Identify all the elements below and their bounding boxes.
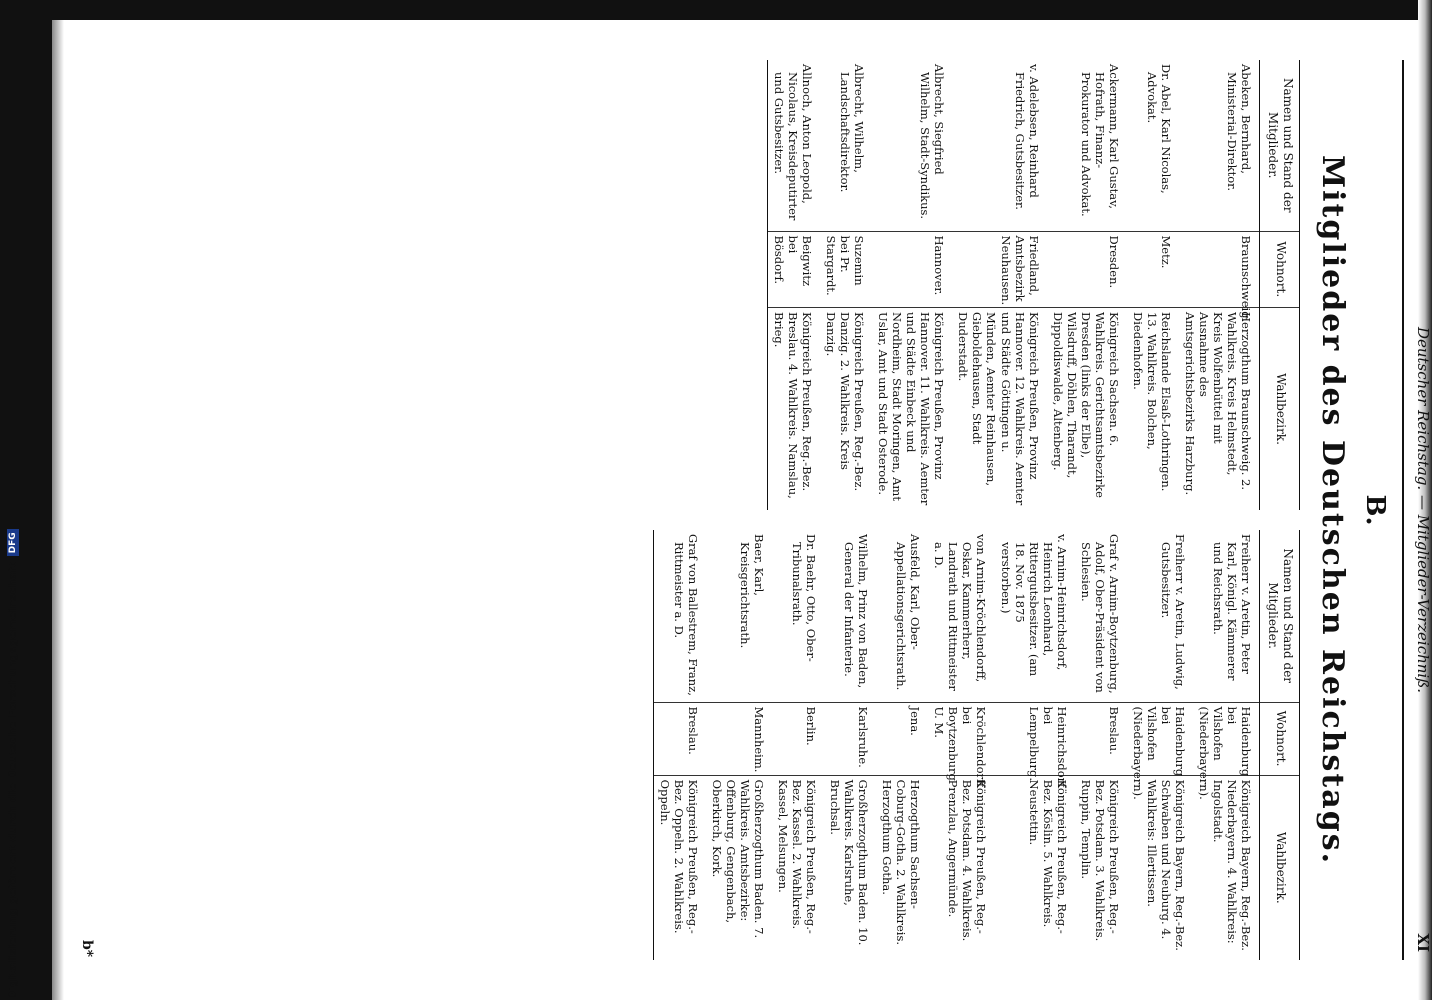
column-header: Wahlbezirk. <box>1259 775 1299 960</box>
member-district: Königreich Preußen, Reg.-Bez. Danzig. 2. Wahlkreis. Kreis Danzig. <box>820 308 872 511</box>
table-row <box>876 530 928 960</box>
table-row <box>772 530 824 960</box>
member-district: Großherzogthum Baden. 7. Wahlkreis. Amtsbezirke: Offenburg, Gengenbach, Oberkirch, Kork. <box>706 775 772 960</box>
member-residence: Haidenburg bei Vilshofen (Niederbayern). <box>1127 702 1193 775</box>
member-residence: Breslau. <box>1075 702 1127 775</box>
member-name: Wilhelm, Prinz von Baden, General der Infanterie. <box>842 534 871 689</box>
member-district: Königreich Preußen, Reg.-Bez. Potsdam. 3. Wahlkreis. Ruppin, Templin. <box>1075 775 1127 960</box>
running-header <box>1404 60 1432 960</box>
member-district: Königreich Preußen, Reg.-Bez. Köslin. 5. Wahlkreis. Neustettin. <box>995 775 1075 960</box>
section-title: Mitglieder des Deutschen Reichstags. <box>1315 154 1350 866</box>
table-row <box>872 60 952 510</box>
header-rule <box>1402 60 1404 960</box>
member-district: Großherzogthum Baden. 10. Wahlkreis. Karlsruhe, Bruchsal. <box>824 775 876 960</box>
dfg-logo: DFG <box>7 529 19 556</box>
members-table-left <box>767 60 1300 510</box>
member-name: Ausfeld, Karl, Ober-Appellationsgerichtsrath. <box>894 534 923 691</box>
table-row <box>824 530 876 960</box>
member-residence: Hannover. <box>872 231 952 308</box>
column-header: Namen und Stand der Mitglieder. <box>1259 60 1299 231</box>
member-name: Dr. Baehr, Otto, Ober-Tribunalsrath. <box>790 534 819 662</box>
member-name: Albrecht, Siegfried Wilhelm, Stadt-Syndikus. <box>918 64 947 220</box>
member-district: Königreich Sachsen. 6. Wahlkreis. Gerichtsamtsbezirke Dresden (links der Elbe), Wilsdruff, Döhlen, Tharandt, Dippoldiswalde, Altenberg. <box>1047 308 1127 511</box>
table-row <box>1179 60 1260 510</box>
member-name: Freiherr v. Aretin, Ludwig, Gutsbesitzer. <box>1158 534 1187 690</box>
member-district: Königreich Preußen, Provinz Hannover. 11. Wahlkreis. Aemter und Städte Einbeck und Nordheim, Stadt Moringen, Amt Uslar, Amt und Stadt Osterode. <box>872 308 952 511</box>
member-district: Königreich Preußen, Reg.-Bez. Breslau. 4. Wahlkreis. Namslau, Brieg. <box>768 308 820 511</box>
member-district: Herzogthum Sachsen-Coburg-Gotha. 2. Wahlkreis. Herzogthum Gotha. <box>876 775 928 960</box>
table-row <box>654 530 706 960</box>
member-name: Allnoch, Anton Leopold, Nicolaus, Kreisdeputirter und Gutsbesitzer. <box>772 64 815 221</box>
members-table-right <box>653 530 1300 960</box>
member-residence: Kröchlendorff bei Boytzenburg U. M. <box>928 702 994 775</box>
table-row <box>928 530 994 960</box>
digitization-footer <box>6 529 19 1000</box>
table-row <box>995 530 1075 960</box>
member-name: Dr. Abel, Karl Nicolas, Advokat. <box>1144 64 1173 194</box>
member-residence: Breslau. <box>654 702 706 775</box>
member-name: Graf v. Arnim-Boytzenburg, Adolf, Ober-Präsident von Schlesien. <box>1078 534 1121 694</box>
member-residence: Metz. <box>1127 231 1179 308</box>
table-row <box>706 530 772 960</box>
member-district: Königreich Bayern, Reg.-Bez. Niederbayern. 4. Wahlkreis: Ingolstadt. <box>1193 775 1260 960</box>
table-row <box>820 60 872 510</box>
member-residence: Dresden. <box>1047 231 1127 308</box>
scan-edge-shadow <box>52 20 64 1000</box>
member-district: Reichslande Elsaß-Lothringen. 13. Wahlkreis. Bolchen, Diedenhofen. <box>1127 308 1179 511</box>
table-row <box>952 60 1046 510</box>
member-residence: Friedland, Amtsbezirk Neuhausen. <box>952 231 1046 308</box>
member-residence: Jena. <box>876 702 928 775</box>
table-row <box>1127 530 1193 960</box>
scan-edge-top <box>0 0 1432 20</box>
table-row <box>1127 60 1179 510</box>
member-residence: Mannheim. <box>706 702 772 775</box>
column-header: Wohnort. <box>1259 702 1299 775</box>
member-name: Graf von Ballestrem, Franz, Rittmeister a. D. <box>672 534 701 696</box>
member-name: Albrecht, Wilhelm, Landschaftsdirektor. <box>838 64 867 193</box>
member-name: v. Adelebsen, Reinhard Friedrich, Gutsbesitzer. <box>1012 64 1041 210</box>
member-residence: Braunschweig. <box>1179 231 1260 308</box>
member-name: v. Arnim-Heinrichsdorf, Heinrich Leonhard, Rittergutsbesitzer. (am 18. Nov. 1875 verstorben.) <box>998 534 1069 677</box>
member-residence: Berlin. <box>772 702 824 775</box>
member-district: Herzogthum Braunschweig. 2. Wahlkreis. Kreis Helmstedt, Kreis Wolfenbüttel mit Ausnahme des Amtsgerichtsbezirks Harzburg. <box>1179 308 1260 511</box>
member-name: Baer, Karl, Kreisgerichtsrath. <box>738 534 767 649</box>
member-name: Abeken, Bernhard, Ministerial-Direktor. <box>1224 64 1253 192</box>
member-district: Königreich Preußen, Reg.-Bez. Oppeln. 2. Wahlkreis. Oppeln. <box>654 775 706 960</box>
table-row <box>768 60 820 510</box>
table-row <box>1193 530 1260 960</box>
member-district: Königreich Bayern, Reg.-Bez. Schwaben und Neuburg. 4. Wahlkreis: Illertissen. <box>1127 775 1193 960</box>
table-row <box>1075 530 1127 960</box>
column-header: Namen und Stand der Mitglieder. <box>1259 530 1299 702</box>
running-header-text: Deutscher Reichstag. — Mitglieder-Verzeichniß. <box>1414 326 1432 694</box>
column-header: Wahlbezirk. <box>1259 308 1299 511</box>
member-name: Ackermann, Karl Gustav, Hofrath, Finanz-Prokurator und Advokat. <box>1078 64 1121 217</box>
footer-text: Digitalisierung gefördert durch die Deutsche Forschungsgemeinschaft <box>6 562 19 1000</box>
member-district: Königreich Preußen, Provinz Hannover. 12. Wahlkreis. Aemter und Städte Göttingen u. Münden, Aemter Reinhausen, Gieboldehausen, Stadt Duderstadt. <box>952 308 1046 511</box>
member-district: Königreich Preußen, Reg.-Bez. Potsdam. 4. Wahlkreis. Prenzlau, Angermünde. <box>928 775 994 960</box>
member-name: Freiherr v. Aretin, Peter Karl, Königl. Kämmerer und Reichsrath. <box>1210 534 1253 681</box>
rotated-page-content <box>70 60 1432 960</box>
member-district: Königreich Preußen, Reg.-Bez. Kassel. 2. Wahlkreis. Kassel, Melsungen. <box>772 775 824 960</box>
column-header: Wohnort. <box>1259 231 1299 308</box>
member-name: von Arnim-Kröchlendorff, Oskar, Kammerherr, Landrath und Rittmeister a. D. <box>932 534 989 691</box>
member-residence: Karlsruhe. <box>824 702 876 775</box>
section-letter: B. <box>1360 494 1390 526</box>
table-row <box>1047 60 1127 510</box>
member-residence: Heinrichsdorf bei Lempelburg. <box>995 702 1075 775</box>
member-residence: Beigwitz bei Bösdorf. <box>768 231 820 308</box>
page-number: XI <box>1414 933 1432 952</box>
member-residence: Suzemin bei Pr. Stargardt. <box>820 231 872 308</box>
member-residence: Haidenburg bei Vilshofen (Niederbayern). <box>1193 702 1260 775</box>
signature-mark: b* <box>79 940 95 958</box>
